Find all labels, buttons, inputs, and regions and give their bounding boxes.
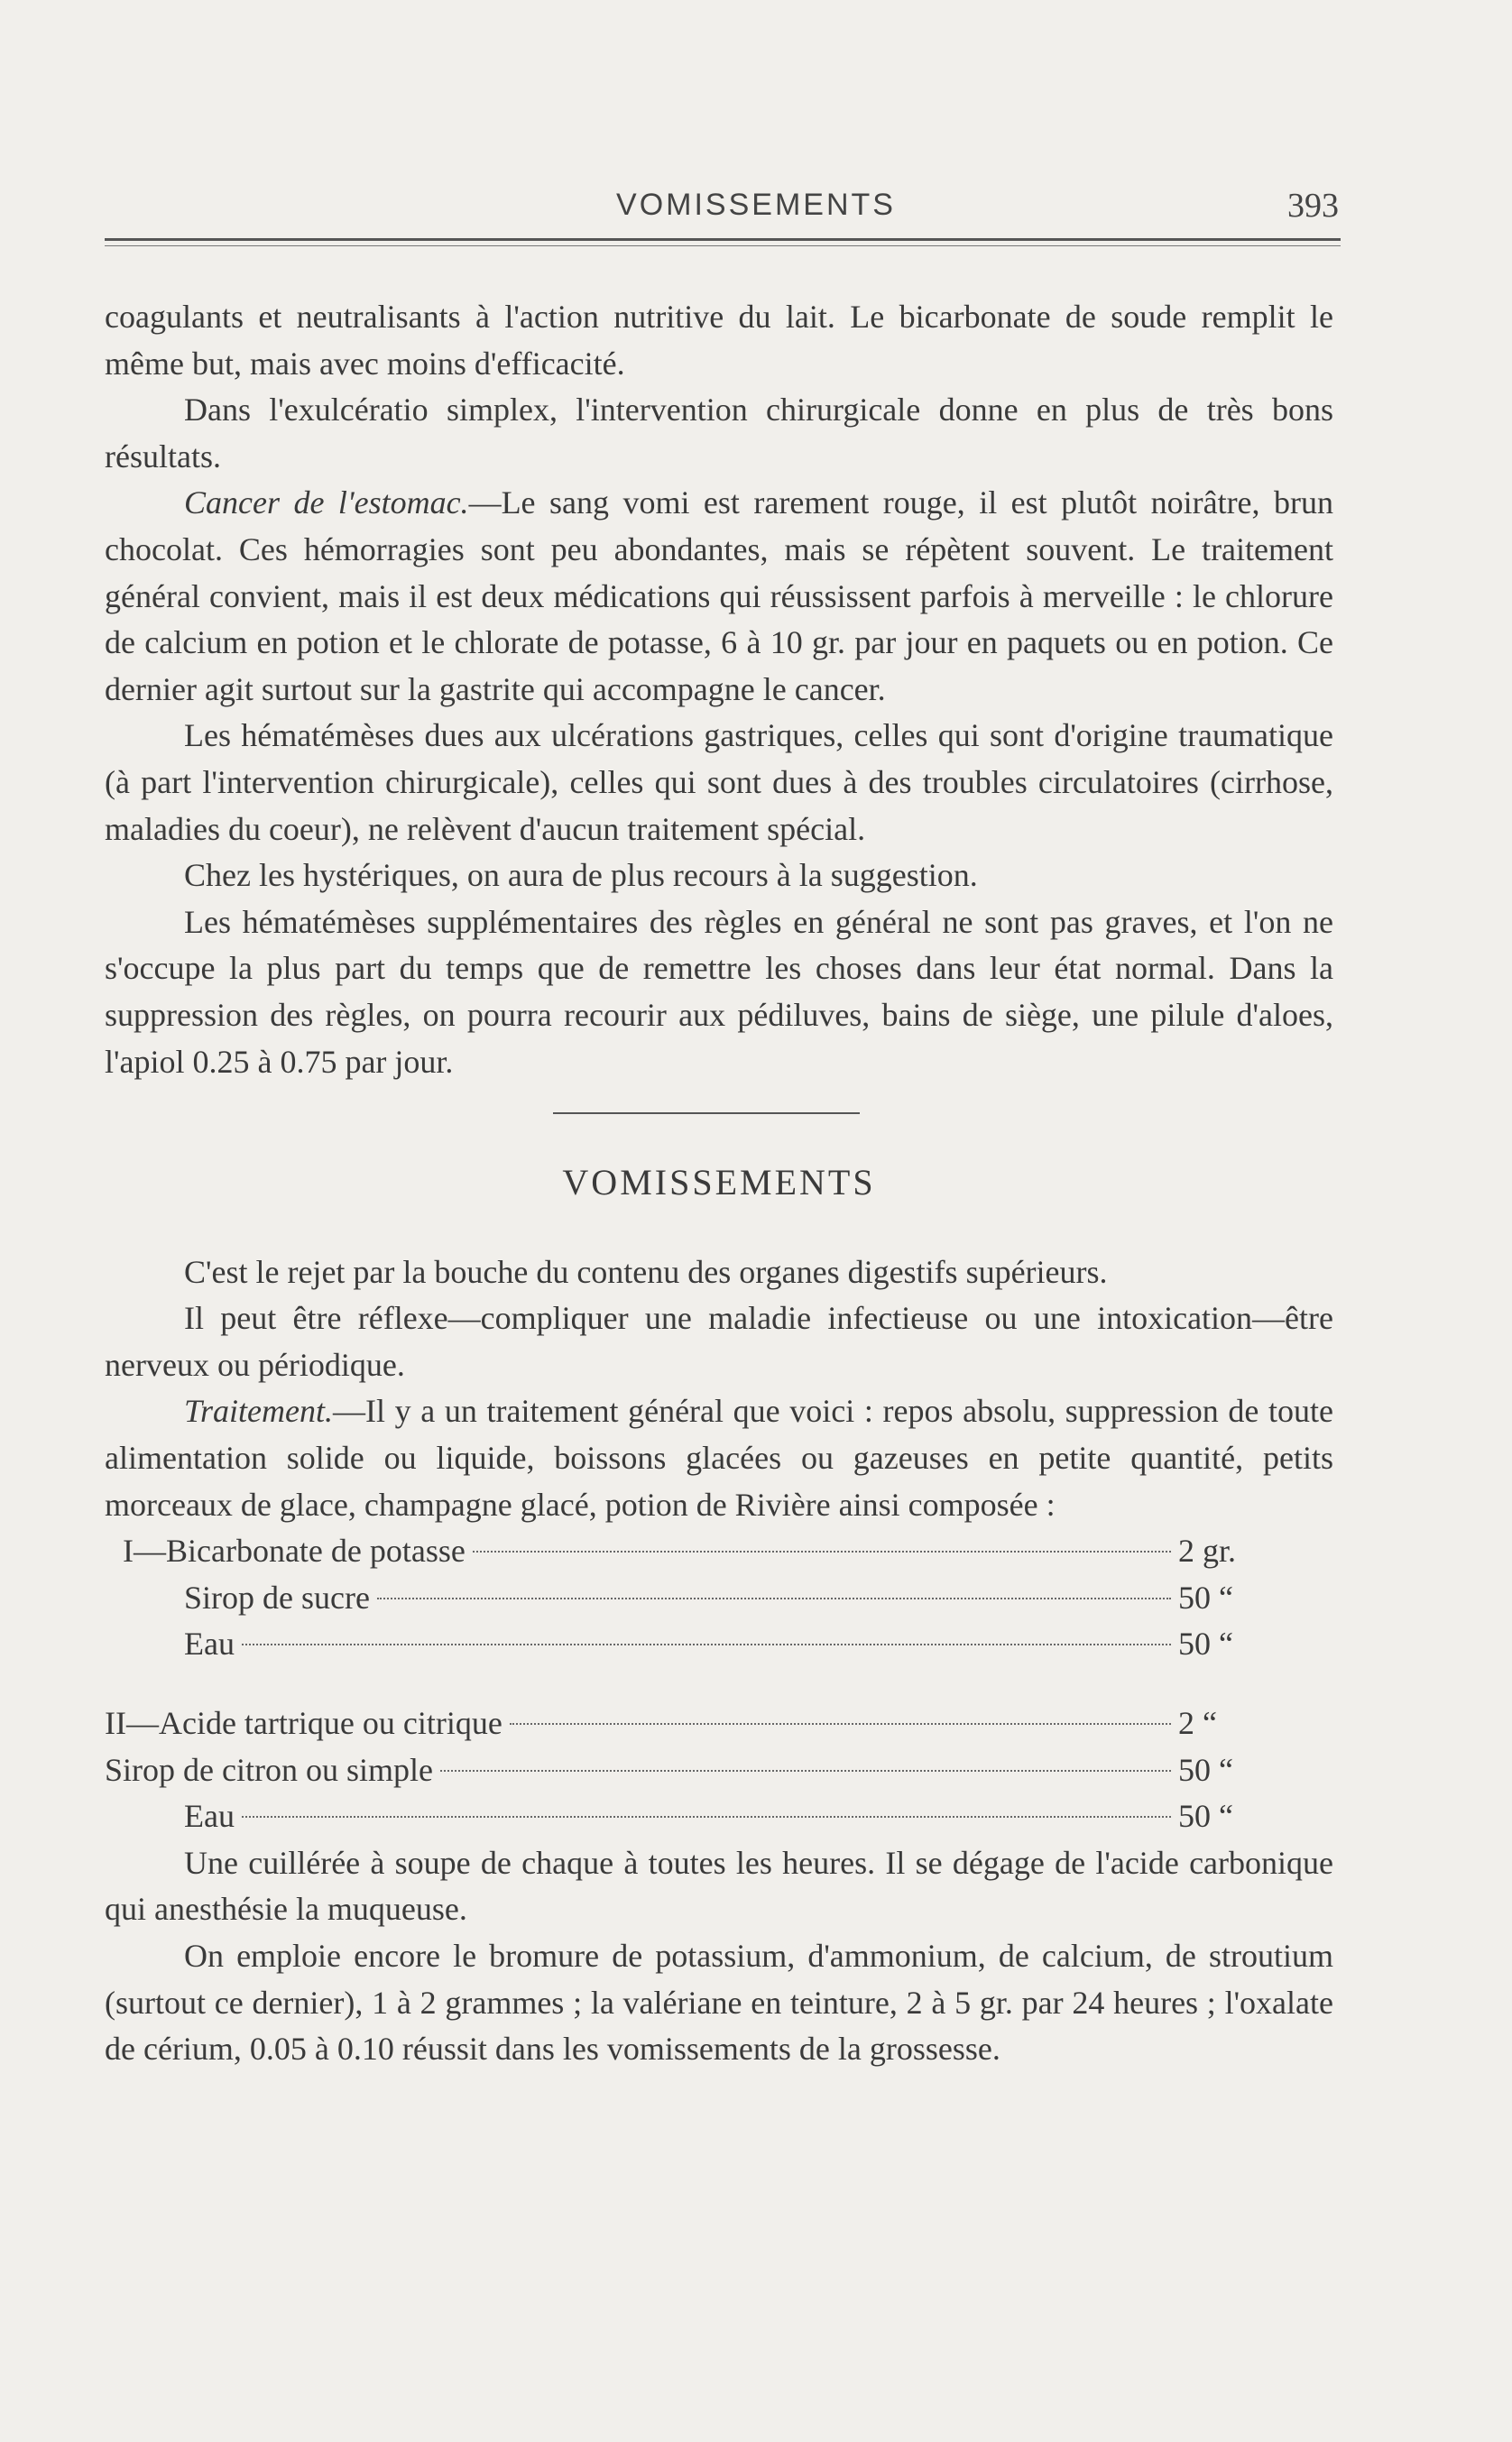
leader-dots [242,1644,1171,1645]
formula-ingredient: Eau [184,1798,235,1835]
paragraph: Les hématémèses dues aux ulcérations gastriques, celles qui sont d'origine traumatique (à part l'intervention chirurgicale), celles qui sont dues à des troubles circulatoires (cirrhose, maladies du coeur), ne relèvent d'aucun traitement spécial. [105,717,1333,847]
leader-dots [242,1816,1171,1818]
formula-line [105,1793,1268,1840]
leader-dots [510,1723,1171,1725]
formula-quantity: 50 “ [1178,1798,1233,1835]
page-number: 393 [1287,187,1339,225]
section-divider [553,1112,860,1114]
paragraph: C'est le rejet par la bouche du contenu des organes digestifs supérieurs. [184,1253,1108,1290]
formula-quantity: 50 “ [1178,1751,1233,1788]
leader-dots [473,1551,1171,1553]
header-rule [105,238,1341,241]
paragraph-text: —Il y a un traitement général que voici : repos absolu, suppression de toute alimentation solide ou liquide, boissons glacées ou gazeuses en petite quantité, petits morceaux de glace, champagne glacé, potion de Rivière ainsi composée : [105,1393,1333,1523]
formula-ingredient: Sirop de sucre [184,1579,370,1616]
paragraph [105,480,1333,713]
section-title: VOMISSEMENTS [562,1162,876,1203]
formula-ingredient: Eau [184,1626,235,1663]
formula-ingredient: I—Bicarbonate de potasse [123,1533,466,1570]
formula-quantity: 50 “ [1178,1579,1233,1616]
header-rule-thin [105,245,1341,246]
formula [105,1528,1268,1840]
paragraph: Dans l'exulcératio simplex, l'intervention chirurgicale donne en plus de très bons résultats. [105,392,1333,475]
paragraph-lead: Cancer de l'estomac. [184,484,469,521]
formula-line [105,1575,1268,1622]
paragraph: Chez les hystériques, on aura de plus recours à la suggestion. [184,857,978,894]
formula-line [105,1621,1268,1668]
formula-quantity: 2 “ [1178,1705,1217,1742]
paragraph: Une cuillérée à soupe de chaque à toutes les heures. Il se dégage de l'acide carbonique qui anesthésie la muqueuse. [105,1844,1333,1928]
paragraph: Les hématémèses supplémentaires des règles en général ne sont pas graves, et l'on ne s'occupe la plus part du temps que de remettre les choses dans leur état normal. Dans la suppression des règles, on pourra recourir aux pédiluves, bains de siège, une pilule d'aloes, l'apiol 0.25 à 0.75 par jour. [105,903,1333,1080]
leader-dots [377,1598,1171,1599]
formula-quantity: 2 gr. [1178,1533,1237,1570]
running-header: VOMISSEMENTS [616,188,896,222]
paragraph-lead: Traitement. [184,1393,334,1430]
formula-gap [105,1668,1268,1700]
formula-quantity: 50 “ [1178,1626,1233,1663]
formula-ingredient: Sirop de citron ou simple [105,1751,433,1788]
formula-line [105,1747,1268,1794]
paragraph: On emploie encore le bromure de potassium, d'ammonium, de calcium, de stroutium (surtout ce dernier), 1 à 2 grammes ; la valériane en teinture, 2 à 5 gr. par 24 heures ; l'oxalate de cérium, 0.05 à 0.10 réussit dans les vomissements de la grossesse. [105,1938,1333,2068]
leader-dots [440,1770,1171,1772]
formula-line [105,1700,1268,1747]
paragraph-text: —Le sang vomi est rarement rouge, il est plutôt noirâtre, brun chocolat. Ces hémorragies sont peu abondantes, mais se répètent souvent. Le traitement général convient, mais il est deux médications qui réussissent parfois à merveille : le chlorure de calcium en potion et le chlorate de potasse, 6 à 10 gr. par jour en paquets ou en potion. Ce dernier agit surtout sur la gastrite qui accompagne le cancer. [105,484,1333,707]
body-text [105,294,1333,2073]
paragraph [105,1388,1333,1528]
paragraph: coagulants et neutralisants à l'action nutritive du lait. Le bicarbonate de soude remplit le même but, mais avec moins d'efficacité. [105,299,1333,382]
formula-line [105,1528,1268,1575]
paragraph: Il peut être réflexe—compliquer une maladie infectieuse ou une intoxication—être nerveux ou périodique. [105,1300,1333,1383]
formula-ingredient: II—Acide tartrique ou citrique [105,1705,502,1742]
